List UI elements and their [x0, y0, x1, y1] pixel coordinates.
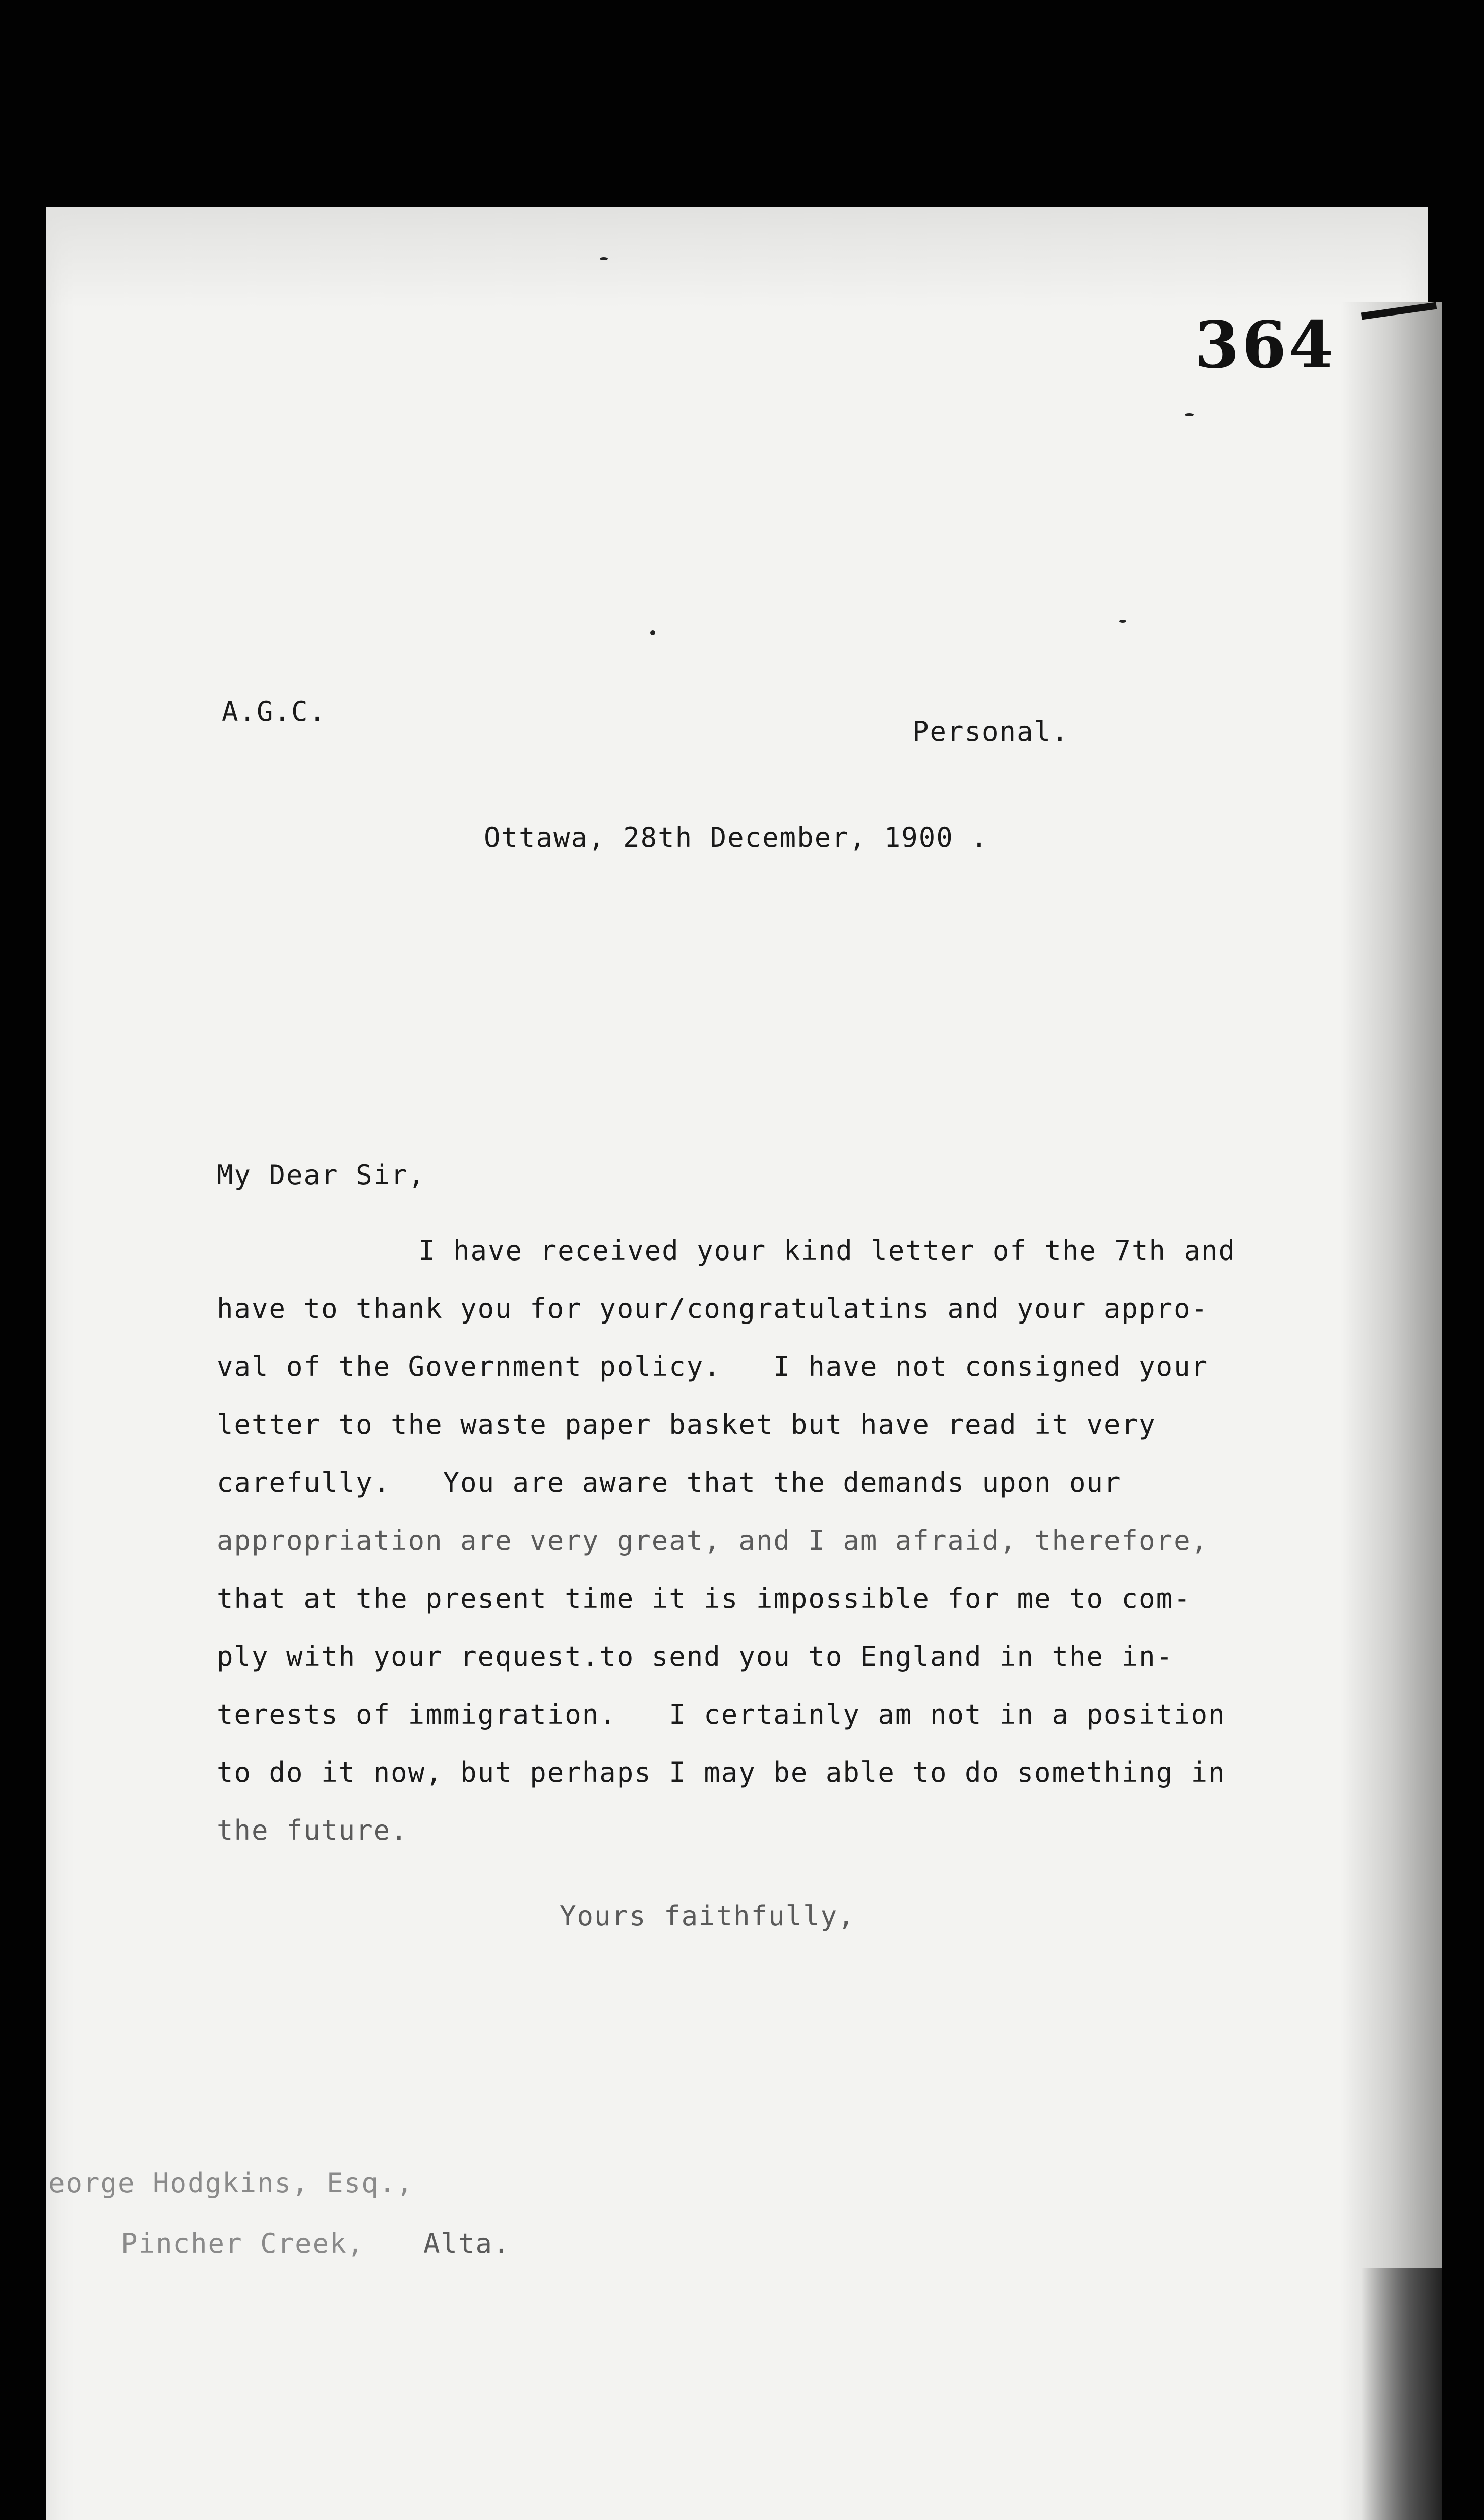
header-initials: A.G.C.	[222, 696, 327, 727]
body-line: letter to the waste paper basket but have read it very	[217, 1409, 1156, 1440]
page-top-shadow	[46, 207, 1428, 307]
header-marking: Personal.	[912, 716, 1069, 747]
body-line: have to thank you for your/congratulatins and your appro-	[217, 1293, 1209, 1325]
dust-speck	[1185, 413, 1194, 416]
addressee-name: eorge Hodgkins, Esq.,	[48, 2167, 414, 2199]
closing: Yours faithfully,	[560, 1900, 855, 1932]
body-line: the future.	[217, 1814, 408, 1846]
body-line: to do it now, but perhaps I may be able to do something in	[217, 1756, 1226, 1788]
place-date: Ottawa, 28th December, 1900 .	[484, 822, 988, 853]
folio-number: 364	[1195, 307, 1336, 383]
dust-speck	[650, 630, 655, 635]
dust-speck	[600, 257, 608, 260]
addressee-province: Alta.	[423, 2228, 511, 2259]
body-line: val of the Government policy. I have not consigned your	[217, 1351, 1209, 1382]
addressee-place: Pincher Creek,	[121, 2228, 365, 2259]
body-line: ply with your request.to send you to England in the in-	[217, 1641, 1174, 1672]
page-right-edge	[1341, 302, 1442, 2520]
body-line: carefully. You are aware that the demands upon our	[217, 1467, 1122, 1498]
body-line: terests of immigration. I certainly am not in a position	[217, 1698, 1226, 1730]
page-right-dark-edge	[1361, 2268, 1442, 2520]
body-line: appropriation are very great, and I am afraid, therefore,	[217, 1525, 1209, 1556]
body-line: that at the present time it is impossible for me to com-	[217, 1583, 1191, 1614]
salutation: My Dear Sir,	[217, 1159, 426, 1191]
dust-speck	[1119, 620, 1126, 623]
body-line: I have received your kind letter of the 7th and	[418, 1235, 1236, 1267]
